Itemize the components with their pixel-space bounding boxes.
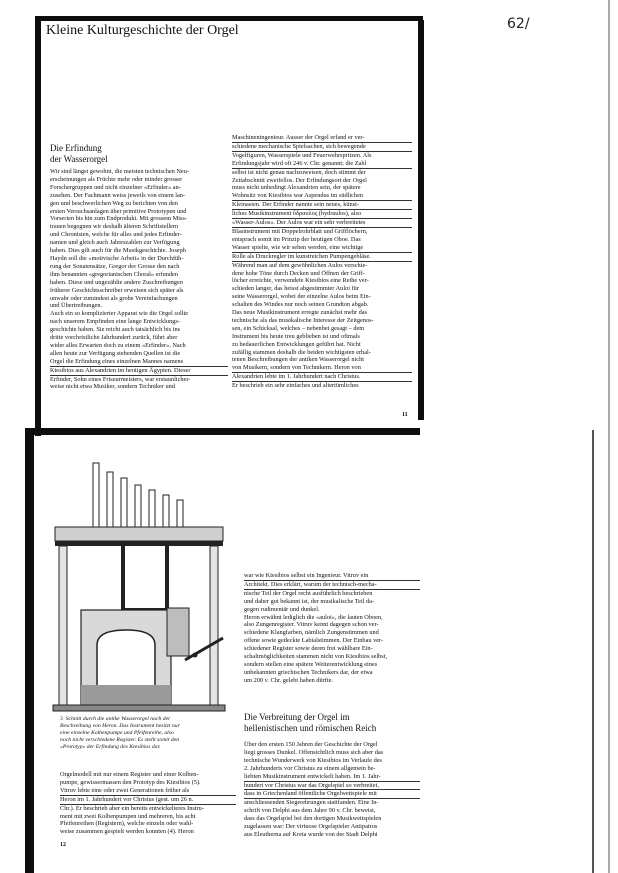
text-line: Forschergruppen und nicht einzelner «Erfinder» an- xyxy=(50,183,181,191)
handwritten-page-note: 62/ xyxy=(507,16,530,32)
text-line: früherer Geschichtsschreiber erweisen sich später als xyxy=(50,286,184,294)
figure-number: 3 xyxy=(60,716,63,722)
text-line: war wie Ktesibios selbst ein Ingenieur. Vitruv ein xyxy=(244,572,420,581)
text-line: offene sowie gedeckte Labialstimmen. Der Einbau ver- xyxy=(244,637,384,645)
text-line: Orgelmodell mit nur einem Register und einer Kolben- xyxy=(60,771,199,778)
text-line: haben. Diese und ungezählte andere Zuschreibungen xyxy=(50,278,183,286)
text-line: hundert vor Christus war das Orgelspiel so verbreitet, xyxy=(244,782,420,791)
text-line: Instrument bis heute treu geblieben ist und oftmals xyxy=(232,332,360,340)
text-column-left xyxy=(50,168,228,391)
text-line: Auch ein so komplizierter Apparat wie die Orgel sollte xyxy=(50,310,189,318)
text-line: und Übertreibungen. xyxy=(50,302,103,310)
text-line: und daher gut bekannt ist, der musikalische Teil da- xyxy=(244,597,375,605)
organ-pipe xyxy=(93,463,99,527)
text-line: Er beschrieb ein sehr einfaches und altertümliches xyxy=(232,382,359,390)
text-line: trauen begegnen wir deshalb älteren Schriftstellern xyxy=(50,223,179,231)
water-organ-diagram xyxy=(45,460,230,715)
text-line: Haydn soll die «motivische Arbeit» in der Durchfüh- xyxy=(50,254,184,262)
text-line: entsprach somit im Prinzip der heutigen Oboe. Das xyxy=(232,235,361,243)
text-line: sondern stellen eine spätere Weiterentwicklung eines xyxy=(244,660,378,668)
text-line: pumpe, gewissermassen den Prototyp des Ktesibios (5). xyxy=(60,778,201,786)
wind-chest xyxy=(55,527,223,541)
text-line: Wir sind längst gewohnt, die meisten technischen Neu- xyxy=(50,168,189,175)
text-line: schalten des Windes nur noch seinen Grundton abgab. xyxy=(232,301,369,309)
text-line: liegt grosses Dunkel. Offensichtlich muss sich aber das xyxy=(244,748,384,756)
wind-pipe xyxy=(123,546,167,610)
text-line: liebten Musikinstrument entwickelt haben. Im 1. Jahr- xyxy=(244,773,420,782)
figure-caption: 3 Schnitt durch die antike Wasserorgel nach der Beschreibung von Heron. Das Instrument besitzt nur eine einzelne Kolbenpumpe und Pfeifenreihe, also noch nicht verschiedene Register. Es stellt somit den «Prototyp» der Erfindung des Ktesibios dar. xyxy=(60,716,180,751)
text-line: Kleinasien. Der Erfinder nannte sein neues, künst- xyxy=(232,201,412,210)
text-line: anschliessenden Siegerehrungen stattfanden. Eine In- xyxy=(244,799,379,807)
base-plate xyxy=(53,705,225,711)
text-line: Ktesibios aus Alexandrien im heutigen Ägypten. Dieser xyxy=(50,367,228,376)
text-line: Zeitabschnitt zweifellos. Der Erfindungsort der Orgel xyxy=(232,176,367,184)
text-line: namen und gleich auch Jahreszahlen zur Verfügung xyxy=(50,239,180,247)
text-line: gen und beschwerlichen Weg zu berichten von den xyxy=(50,199,178,207)
page-number-11: 11 xyxy=(402,412,408,418)
text-line: ment mit zwei Kolbenpumpen und mehreren, bis acht xyxy=(60,812,196,820)
section-heading-invention: Die Erfindung der Wasserorgel xyxy=(50,143,108,164)
text-line: weise nicht etwa Musiker, sondern Techniker und xyxy=(50,383,175,391)
text-line: 2. Jahrhunderts vor Christus zu einem allgemein be- xyxy=(244,764,376,772)
text-line: Wasser spielte, wie wir sehen werden, eine wichtige xyxy=(232,244,412,253)
text-line: schiedener Register sowie deren frei wählbare Ein- xyxy=(244,645,373,653)
text-line: Heron erwähnt lediglich die «auloi», die lauten Oboen, xyxy=(244,613,383,621)
organ-pipe xyxy=(149,490,155,527)
text-line: weise zusammen gespielt werden konnten (4). Heron xyxy=(60,828,194,836)
section-heading-spread: Die Verbreitung der Orgel im hellenistischen und römischen Reich xyxy=(244,712,377,733)
text-line: seine Wasserorgel, wobei der einzelne Aulos beim Ein- xyxy=(232,293,371,301)
text-line: muss nicht unbedingt Alexandrien sein, der spätere xyxy=(232,184,361,192)
text-line: zusehen. Der Fachmann weiss jeweils von einem lan- xyxy=(50,191,185,199)
text-line: schiedene Klangfarben, nämlich Zungenstimmen und xyxy=(244,629,379,637)
text-line: Das neue Musikinstrument erregte zunächst mehr das xyxy=(232,309,367,317)
support-post xyxy=(210,546,218,706)
text-line: nische Teil der Orgel recht ausführlich beschrieben xyxy=(244,589,373,597)
text-line: sen, ein Schicksal, welches – nebenbei gesagt – dem xyxy=(232,324,365,332)
slider-rail xyxy=(55,541,223,546)
text-line: Erfinder, Sohn eines Friseurmeisters, war erstaunlicher- xyxy=(50,375,191,383)
text-line: Alexandrien lebte im 1. Jahrhundert nach Christus. xyxy=(232,373,412,382)
text-line: aus Eleutherna auf Kreta wurde von der Stadt Delphi xyxy=(244,830,378,838)
text-line: erscheinungen als Früchte mehr oder minder grosser xyxy=(50,175,183,183)
text-line: Während man auf dem gewöhnlichen Aulos verschie- xyxy=(232,261,368,269)
scan-edge-left-1 xyxy=(35,16,41,436)
organ-pipe xyxy=(163,495,169,527)
text-line: schiedene mechanische Spielsachen, sich bewegende xyxy=(232,143,412,152)
organ-pipe xyxy=(121,478,127,527)
text-line: Vorserien bis hin zum Endprodukt. Mit grossem Miss- xyxy=(50,215,188,223)
text-line: selbst ist nicht genau nachzuweisen, doch stimmt der xyxy=(232,168,366,176)
text-line: Maschineningenieur. Ausser der Orgel erfand er ver- xyxy=(232,134,412,143)
text-line: Rolle als Druckregler im kunstreichen Pumpengebläse. xyxy=(232,253,412,262)
text-line: Orgel die Erfindung eines einzelnen Mannes namens xyxy=(50,358,228,367)
text-line: Chr.). Er beschrieb aber ein bereits entwickelteres Instru- xyxy=(60,804,204,812)
lever-pivot xyxy=(193,653,198,658)
text-column-right xyxy=(232,134,412,390)
text-line: Erfindungsjahr wird oft 246 v. Chr. genannt; die Zahl xyxy=(232,160,412,169)
text-line: tenen Beschreibungen der antiken Wasserorgel nicht xyxy=(232,356,364,364)
text-line: geschichte haben. Sie reicht auch tatsächlich bis ins xyxy=(50,326,181,334)
text-line: technische Wunderwerk von Ktesibios im Verlaufe des xyxy=(244,756,383,764)
text-line: unwahr oder zumindest als grobe Vereinfachungen xyxy=(50,294,178,302)
text-line: dass in Griechenland öffentliche Orgelwettspiele mit xyxy=(244,790,420,799)
text-line: löcher erreichte, verwendete Ktesibios eine Reihe ver- xyxy=(232,277,369,285)
text-line: zufällig stammen deshalb die beiden wichtigsten erhal- xyxy=(232,348,371,356)
scan-edge-right xyxy=(418,20,424,420)
text-line: dene hohe Töne durch Decken und Öffnen der Griff- xyxy=(232,269,365,277)
text-line: Über den ersten 150 Jahren der Geschichte der Orgel xyxy=(244,741,378,748)
text-column-right-lower xyxy=(244,741,420,839)
text-line: um 200 v. Chr. gelebt haben dürfte. xyxy=(244,676,333,684)
text-line: «Wasser-Aulos». Der Aulos war ein sehr verbreitetes xyxy=(232,219,412,228)
text-line: ihm benannten «gregorianischen Choral» erfunden xyxy=(50,270,178,278)
text-line: Architekt. Dies erklärt, warum der technisch-mecha- xyxy=(244,581,420,590)
text-line: schieden langer, das heisst abgestimmter Auloi für xyxy=(232,285,359,293)
scan-edge-left-2 xyxy=(25,428,34,873)
text-line: Heron im 1. Jahrhundert vor Christus (gest. um 26 n. xyxy=(60,796,236,805)
text-line: wider alles Erwarten doch zu einem «Erfinder». Nach xyxy=(50,341,186,349)
text-column-right-upper xyxy=(244,572,420,685)
text-line: und Chronisten, welche für alles und jedes Erfinder- xyxy=(50,231,182,239)
text-line: schrift von Delphi aus dem Jahre 90 v. Chr. beweist, xyxy=(244,807,376,815)
document-title: Kleine Kulturgeschichte der Orgel xyxy=(46,23,239,38)
text-line: dritte vorchristliche Jahrhundert zurück, führt aber xyxy=(50,334,178,342)
text-line: dass das Orgelspiel bei den dortigen Musikwettspielen xyxy=(244,815,382,823)
scan-edge-right-2 xyxy=(592,430,594,873)
text-line: haben. Dies gilt auch für die Musikgeschichte. Joseph xyxy=(50,247,186,255)
support-post xyxy=(59,546,67,706)
text-line: schaltmöglichkeiten stammen nicht von Ktesibios selbst, xyxy=(244,653,388,661)
scan-edge-top xyxy=(35,16,423,21)
text-line: rung der Sonatensätze, Gregor der Grosse den nach xyxy=(50,262,180,270)
organ-pipe xyxy=(135,485,141,527)
text-line: ersten Versuchsanlagen über primitive Prototypen und xyxy=(50,207,187,215)
text-line: von Musikern, sondern von Technikern. Heron von xyxy=(232,364,412,373)
text-line: allen heute zur Verfügung stehenden Quellen ist die xyxy=(50,349,181,357)
text-line: technische als das musikalische Interesse der Zeitgenos- xyxy=(232,316,374,324)
text-line: Vogelfiguren, Wasserspiele und Feuerwehrspritzen. Als xyxy=(232,151,372,159)
pump-cylinder xyxy=(167,608,189,656)
text-line: Vitruv lebte eine oder zwei Generationen früher als xyxy=(60,787,236,796)
text-line: Wohnsitz von Ktesibios war Aspendus im südlichen xyxy=(232,192,412,201)
text-line: gegen rudimentär und dunkel. xyxy=(244,605,320,613)
scan-edge-divider xyxy=(25,428,420,435)
text-line: liches Musikinstrument ὕδραυλος (hydraulos), also xyxy=(232,210,412,219)
text-line: unbekannten griechischen Technikers dar, der etwa xyxy=(244,668,373,676)
text-line: zugelassen war: Der virtuose Orgelspieler Antipatros xyxy=(244,823,378,831)
scan-edge-right-3 xyxy=(608,0,610,873)
text-line: Blasinstrument mit Doppelrohrblatt und Grifflöchern, xyxy=(232,227,368,235)
water-level xyxy=(81,685,171,705)
text-line: nach unserem Empfinden eine lange Entwicklungs- xyxy=(50,318,180,326)
text-line: also Zungenregister. Vitruv kennt dagegen schon ver- xyxy=(244,621,379,629)
page-number-12: 12 xyxy=(60,842,66,848)
text-column-left-lower xyxy=(60,771,236,836)
organ-pipe xyxy=(107,472,113,527)
text-line: Pfeifenreihen (Registern), welche einzeln oder wahl- xyxy=(60,820,194,828)
organ-pipe xyxy=(177,500,183,527)
text-line: zu bedauerlichen Entwicklungen geführt hat. Nicht xyxy=(232,340,361,348)
